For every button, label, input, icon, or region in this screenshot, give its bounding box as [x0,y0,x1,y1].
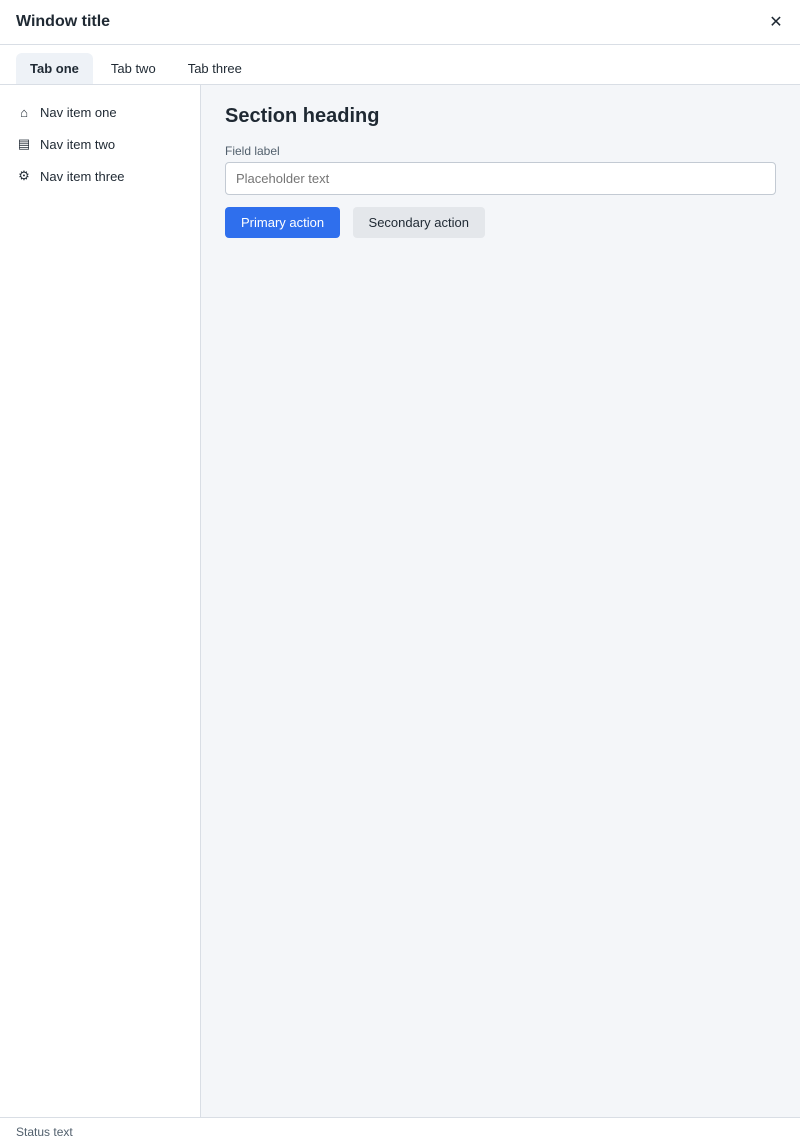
tab-1[interactable]: Tab one [16,53,93,84]
page-title: Section heading [225,105,380,127]
button-row [225,207,776,238]
tab-2[interactable]: Tab two [110,61,156,76]
title-bar [0,0,800,45]
status-bar [0,1117,800,1146]
sidebar-item-label: Nav item two [40,136,116,152]
status-text: Status text [16,1125,73,1139]
primary-button[interactable]: Primary action [225,207,340,238]
main-panel [201,85,800,1117]
sidebar-item-label: Nav item three [40,168,125,184]
secondary-button[interactable]: Secondary action [353,207,485,238]
gear-icon: ⚙ [18,168,30,183]
content-area [0,85,800,1117]
sidebar-item-label: Nav item one [40,105,117,120]
tab-strip [0,45,800,85]
close-icon[interactable]: ✕ [769,14,783,31]
sidebar-item-1[interactable] [0,97,200,128]
field-label: Field label [225,144,280,158]
sidebar [0,85,201,1117]
folder-icon: ▤ [17,136,31,151]
sidebar-item-3[interactable] [0,160,200,192]
home-icon: ⌂ [20,105,28,120]
tab-3[interactable]: Tab three [187,61,242,76]
text-field[interactable] [225,162,776,195]
sidebar-item-2[interactable] [0,128,200,160]
window-title: Window title [16,13,111,30]
